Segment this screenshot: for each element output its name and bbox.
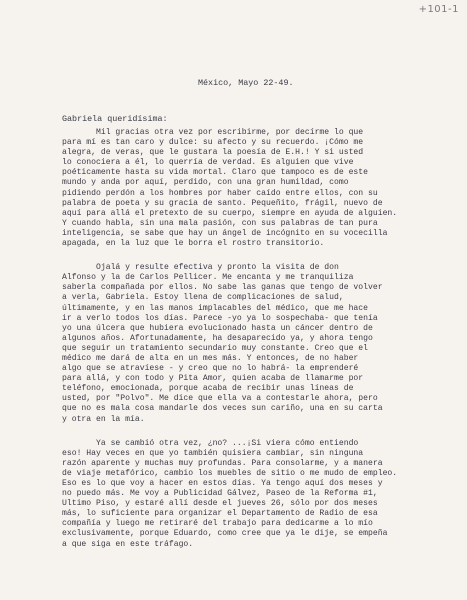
- letter-line: y otra en la mía.: [62, 414, 145, 424]
- archive-number: +101-1: [418, 4, 459, 15]
- letter-salutation: Gabriela queridísima:: [62, 114, 168, 124]
- letter-line: algo que se atravíese - y creo que no lo habrá- la emprenderé: [62, 364, 359, 374]
- letter-line: poéticamente hasta su vida mortal. Claro que tampoco es de este: [62, 168, 368, 178]
- letter-line: lo conociera a él, lo querría de verdad. Es alguien que vive: [62, 158, 354, 168]
- letter-line: Y cuando habla, sin una mala pasión, con sus palabras de tan pura: [62, 218, 378, 228]
- letter-line: que no es mala cosa mandarle dos veces sun cariño, una en su carta: [62, 404, 383, 414]
- letter-line: para allá, y con todo y Pita Amor, quien acaba de llamarme por: [62, 374, 364, 384]
- letter-line: de viaje metafórico, cambio los muebles de sitio o me mudo de empleo.: [62, 468, 398, 478]
- letter-date: México, Mayo 22-49.: [198, 78, 294, 88]
- letter-line: para mí es tan caro y dulce: su afecto y su recuerdo. ¡Cómo me: [62, 138, 364, 148]
- letter-line: eso! Hay veces en que yo también quisiera cambiar, sin ninguna: [62, 448, 364, 458]
- letter-line: compañía y luego me retiraré del trabajo para dedicarme a lo mío: [62, 519, 373, 529]
- letter-line: exclusivamente, porque Eduardo, como cree que ya le dije, se empeña: [62, 529, 388, 539]
- letter-line: Último Piso, y estaré allí desde el jueves 26, sólo por dos meses: [62, 499, 378, 509]
- letter-line: Ojalá y resulte efectiva y pronto la visita de don: [62, 263, 339, 273]
- letter-paragraph: [62, 263, 454, 425]
- letter-paragraph: [62, 439, 454, 550]
- letter-line: yo una úlcera que hubiera evolucionado hasta un cáncer dentro de: [62, 323, 373, 333]
- letter-line: alegra, de veras, que le gustara la poesía de E.H.! Y si usted: [62, 148, 364, 158]
- letter-line: a verla, Gabriela. Estoy llena de complicaciones de salud,: [62, 293, 344, 303]
- letter-line: apagada, en la luz que le borra el rostro transitorio.: [62, 239, 325, 249]
- letter-line: teléfono, emocionada, porque acaba de recibir unas líneas de: [62, 384, 354, 394]
- letter-line: mundo y anda por aquí, perdido, con una gran humildad, como: [62, 178, 349, 188]
- letter-body: [62, 128, 454, 564]
- letter-line: aquí para allá el pretexto de su cuerpo, siempre en ayuda de alguien.: [62, 208, 398, 218]
- letter-line: algunos años. Afortunadamente, ha desaparecido ya, y ahora tengo: [62, 333, 373, 343]
- letter-line: pidiendo perdón a los hombres por haber caído entre ellos, con su: [62, 188, 378, 198]
- letter-line: razón aparente y muchas muy profundas. Para consolarme, y a manera: [62, 458, 383, 468]
- letter-line: Eso es lo que voy a hacer en estos días. Ya tengo aquí dos meses y: [62, 479, 383, 488]
- letter-paragraph: [62, 128, 454, 249]
- letter-line: usted, por "Polvo". Me dice que ella va a contestarle ahora, pero: [62, 394, 378, 404]
- letter-line: más, lo suficiente para organizar el Departamento de Radio de esa: [62, 509, 378, 519]
- letter-line: Alfonso y la de Carlos Pellicer. Me encanta y me tranquiliza: [62, 273, 354, 283]
- letter-line: ir a verlo todos los días. Parece -yo ya lo sospechaba- que tenía: [62, 313, 378, 323]
- letter-line: Mil gracias otra vez por escribirme, por decírme lo que: [62, 128, 364, 137]
- letter-line: palabra de poeta y su gracia de santo. Pequeñito, frágil, nuevo de: [62, 198, 383, 208]
- letter-line: Ya se cambió otra vez, ¿no? ...¡Si viera cómo entiendo: [62, 438, 359, 448]
- letter-line: que seguir un tratamiento secundario muy constante. Creo que el: [62, 343, 368, 353]
- letter-line: a que siga en este tráfago.: [62, 539, 194, 549]
- letter-line: no puedo más. Me voy a Publicidad Gálvez, Paseo de la Reforma #1,: [62, 489, 378, 499]
- letter-line: inteligencia, se sabe que hay un ángel de incógnito en su vocecilla: [62, 228, 388, 238]
- letter-line: últimamente, y en las manos implacables del médico, que me hace: [62, 303, 368, 313]
- letter-line: saberla compañada por ellos. No sabe las ganas que tengo de volver: [62, 283, 383, 293]
- letter-line: médico me dará de alta en un mes más. Y entonces, de no haber: [62, 353, 359, 363]
